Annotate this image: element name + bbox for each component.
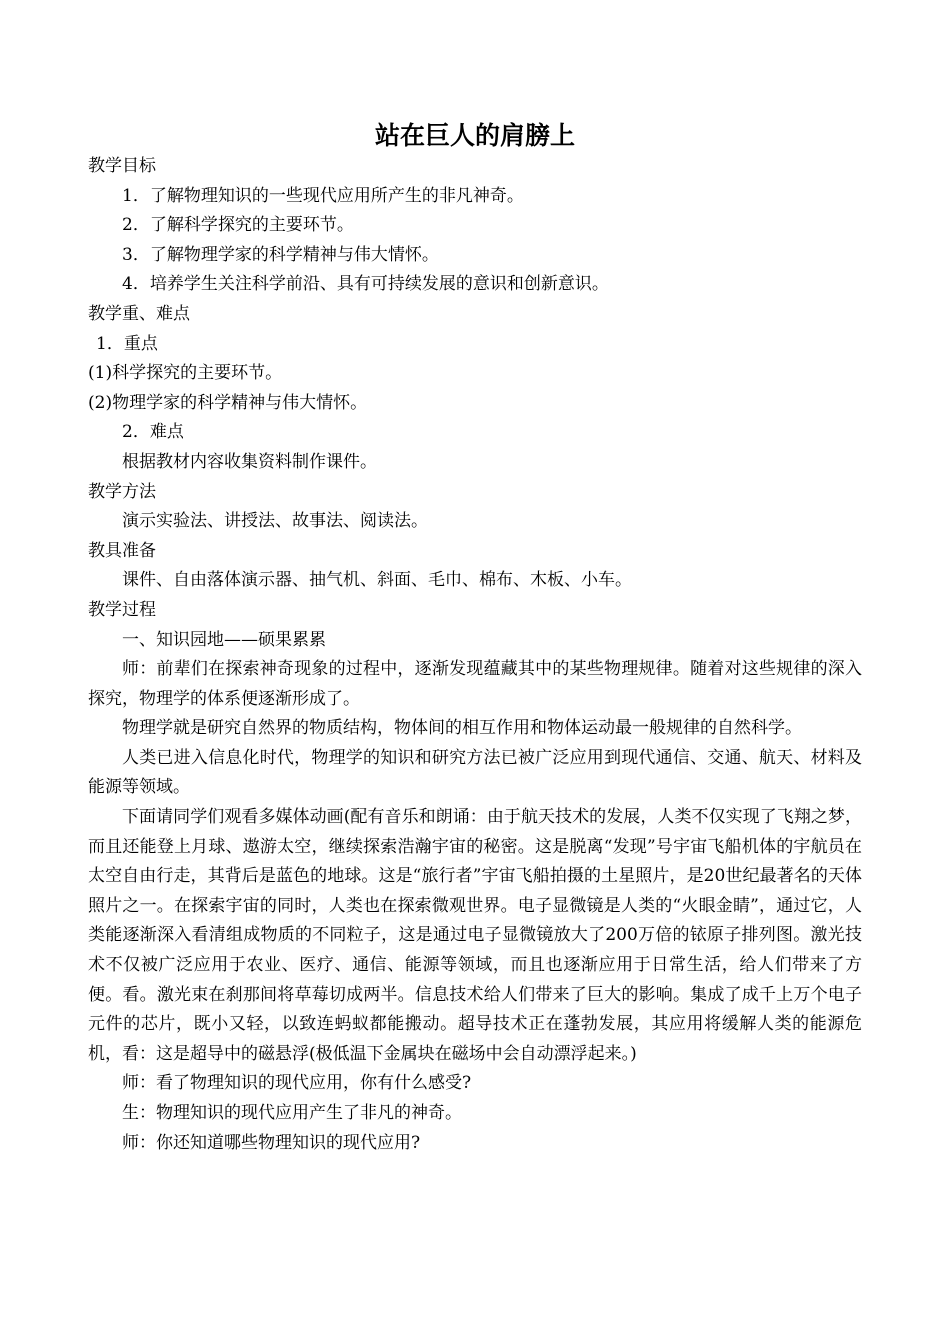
tools-text: 课件、自由落体演示器、抽气机、斜面、毛巾、棉布、木板、小车。 — [122, 570, 632, 591]
key-item: (1)科学探究的主要环节。 — [88, 363, 283, 384]
objective-item: 3．了解物理学家的科学精神与伟大情怀。 — [122, 244, 439, 265]
process-heading: 教学过程 — [88, 599, 156, 620]
key-item: (2)物理学家的科学精神与伟大情怀。 — [88, 392, 368, 413]
methods-heading: 教学方法 — [88, 481, 156, 502]
methods-text: 演示实验法、讲授法、故事法、阅读法。 — [122, 511, 428, 532]
objective-item: 1．了解物理知识的一些现代应用所产生的非凡神奇。 — [122, 185, 524, 206]
process-paragraph: 师：看了物理知识的现代应用，你有什么感受? — [122, 1073, 472, 1094]
objectives-heading: 教学目标 — [88, 156, 156, 176]
process-paragraph: 物理学就是研究自然界的物质结构，物体间的相互作用和物体运动最一般规律的自然科学。 — [122, 718, 802, 739]
objective-item: 2．了解科学探究的主要环节。 — [122, 215, 354, 236]
process-paragraph: 人类已进入信息化时代，物理学的知识和研究方法已被广泛应用到现代通信、交通、航天、材料及能源等领域。 — [88, 747, 862, 798]
key-label: 1．重点 — [96, 333, 158, 354]
process-subheading: 一、知识园地——硕果累累 — [122, 629, 326, 650]
process-paragraph: 生：物理知识的现代应用产生了非凡的神奇。 — [122, 1103, 462, 1123]
difficulty-label: 2．难点 — [122, 422, 184, 443]
document-title: 站在巨人的肩膀上 — [374, 121, 575, 150]
key-points-heading: 教学重、难点 — [88, 303, 190, 324]
document-body — [88, 152, 862, 1158]
difficulty-text: 根据教材内容收集资料制作课件。 — [122, 451, 377, 472]
process-paragraph: 师：你还知道哪些物理知识的现代应用? — [122, 1132, 421, 1153]
objective-item: 4．培养学生关注科学前沿、具有可持续发展的意识和创新意识。 — [122, 274, 609, 295]
tools-heading: 教具准备 — [88, 540, 156, 561]
process-paragraph: 下面请同学们观看多媒体动画(配有音乐和朗诵：由于航天技术的发展，人类不仅实现了飞翔之梦，而且还能登上月球、遨游太空，继续探索浩瀚宇宙的秘密。这是脱离“发现”号宇宙飞船机体的宇航员在太空自由行走，其背后是蓝色的地球。这是“旅行者”宇宙飞船拍摄的土星照片，是20世纪最著名的天体照片之一。在探索宇宙的同时，人类也在探索微观世界。电子显微镜是人类的“火眼金睛”，通过它，人类能逐渐深入看清组成物质的不同粒子，这是通过电子显微镜放大了200万倍的铱原子排列图。激光技术不仅被广泛应用于农业、医疗、通信、能源等领域，而且也逐渐应用于日常生活，给人们带来了方便。看。激光束在刹那间将草莓切成两半。信息技术给人们带来了巨大的影响。集成了成千上万个电子元件的芯片，既小又轻，以致连蚂蚁都能搬动。超导技术正在蓬勃发展，其应用将缓解人类的能源危机，看：这是超导中的磁悬浮(极低温下金属块在磁场中会自动漂浮起来。) — [88, 807, 862, 1064]
process-paragraph: 师：前辈们在探索神奇现象的过程中，逐渐发现蕴藏其中的某些物理规律。随着对这些规律的深入探究，物理学的体系便逐渐形成了。 — [88, 659, 862, 709]
